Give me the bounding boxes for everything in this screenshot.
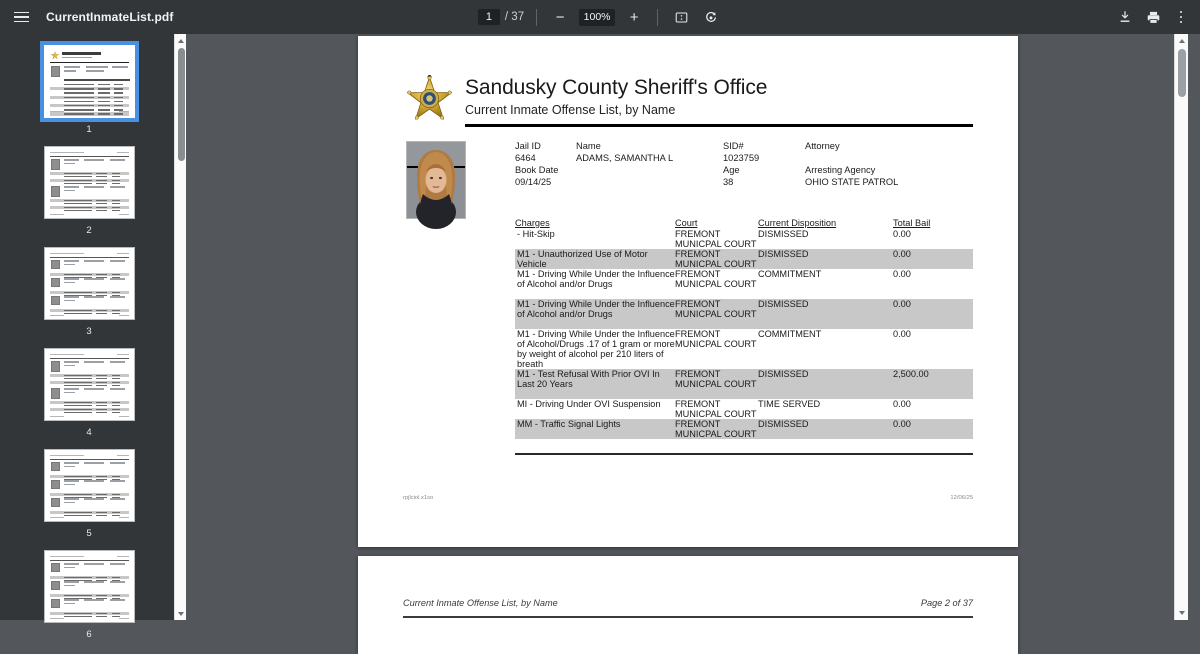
thumbnail-item[interactable]	[44, 348, 135, 446]
header-rule	[465, 124, 973, 127]
field-group-sid	[723, 140, 759, 188]
cell-court: FREMONT MUNICPAL COURT	[675, 399, 757, 419]
page-total-label: / 37	[504, 11, 525, 23]
thumbnail-page-number: 1	[86, 124, 92, 135]
thumbnail-list[interactable]	[0, 34, 178, 640]
page-number-input[interactable]	[478, 9, 500, 25]
name-label: Name	[576, 141, 601, 151]
page-2-header-pagenum: Page 2 of 37	[920, 598, 973, 608]
thumbnail-page-number: 5	[86, 528, 92, 539]
document-header	[403, 74, 973, 138]
inmate-photo	[406, 141, 466, 219]
thumbnail-preview	[50, 354, 129, 416]
office-subtitle: Current Inmate Offense List, by Name	[465, 103, 676, 117]
column-header-charges: Charges	[515, 218, 550, 228]
charges-table-header	[515, 218, 973, 229]
thumbnail-preview	[50, 152, 129, 214]
cell-bail: 0.00	[893, 249, 911, 259]
page-thumbnail-2[interactable]	[44, 146, 135, 219]
table-row	[515, 229, 973, 249]
cell-court: FREMONT MUNICPAL COURT	[675, 369, 757, 389]
age-value: 38	[723, 177, 734, 187]
cell-charge: M1 - Test Refusal With Prior OVI In Last 20 Years	[517, 369, 660, 389]
viewer-scrollbar[interactable]	[1174, 34, 1188, 620]
cell-charge: MI - Driving Under OVI Suspension	[517, 399, 661, 409]
footer-report-id: rpjlciol.x1so	[403, 495, 434, 501]
footer-date: 12/06/25	[950, 495, 973, 501]
zoom-in-button[interactable]: +	[629, 8, 639, 26]
field-group-attorney	[805, 140, 898, 188]
cell-charge: - Hit-Skip	[517, 229, 555, 239]
cell-disposition: DISMISSED	[758, 249, 809, 259]
cell-court: FREMONT MUNICPAL COURT	[675, 229, 757, 249]
viewer-scroll-thumb[interactable]	[1178, 49, 1186, 97]
thumbnail-preview	[50, 455, 129, 517]
rotate-icon[interactable]	[700, 6, 722, 28]
cell-charge: MM - Traffic Signal Lights	[517, 419, 621, 429]
thumbnail-preview	[50, 556, 129, 618]
cell-disposition: DISMISSED	[758, 299, 809, 309]
cell-court: FREMONT MUNICPAL COURT	[675, 299, 757, 319]
cell-charge: M1 - Unauthorized Use of Motor Vehicle	[517, 249, 648, 269]
thumbnail-item[interactable]	[44, 45, 135, 143]
cell-bail: 0.00	[893, 299, 911, 309]
page-navigation	[478, 9, 524, 25]
sid-label: SID#	[723, 141, 744, 151]
field-group-name	[576, 140, 673, 164]
jail-id-value: 6464	[515, 153, 536, 163]
page-2-header-rule	[403, 616, 973, 618]
attorney-value	[805, 152, 898, 164]
charges-table	[515, 218, 973, 439]
page-thumbnail-6[interactable]	[44, 550, 135, 623]
arresting-agency-label: Arresting Agency	[805, 165, 876, 175]
column-header-court: Court	[675, 218, 698, 228]
attorney-label: Attorney	[805, 141, 840, 151]
cell-disposition: DISMISSED	[758, 229, 809, 239]
print-icon[interactable]	[1142, 6, 1164, 28]
toolbar-center-group	[0, 6, 1200, 28]
page-thumbnail-3[interactable]	[44, 247, 135, 320]
cell-disposition: COMMITMENT	[758, 269, 822, 279]
pdf-page-1	[358, 36, 1018, 547]
sid-value: 1023759	[723, 153, 760, 163]
book-date-label: Book Date	[515, 165, 559, 175]
thumbnail-page-number: 2	[86, 225, 92, 236]
inmate-fields	[515, 140, 973, 198]
viewer-scroll-down-icon[interactable]	[1175, 607, 1189, 619]
pdf-viewer-toolbar	[0, 0, 1200, 34]
thumbnail-page-number: 3	[86, 326, 92, 337]
cell-charge: M1 - Driving While Under the Influence of Alcohol and/or Drugs	[517, 299, 675, 319]
cell-disposition: DISMISSED	[758, 419, 809, 429]
thumbnail-item[interactable]	[44, 550, 135, 648]
jail-id-label: Jail ID	[515, 141, 541, 151]
cell-disposition: DISMISSED	[758, 369, 809, 379]
office-name: Sandusky County Sheriff's Office	[465, 76, 768, 99]
cell-bail: 0.00	[893, 419, 911, 429]
cell-court: FREMONT MUNICPAL COURT	[675, 419, 757, 439]
table-row	[515, 269, 973, 299]
arresting-agency-value: OHIO STATE PATROL	[805, 177, 899, 187]
thumbnail-item[interactable]	[44, 146, 135, 244]
toolbar-left-group	[0, 6, 173, 28]
fit-page-icon[interactable]	[670, 6, 692, 28]
page-thumbnail-4[interactable]	[44, 348, 135, 421]
toolbar-divider	[536, 9, 537, 26]
cell-bail: 0.00	[893, 269, 911, 279]
toolbar-right-group	[1114, 6, 1192, 28]
book-date-value: 09/14/25	[515, 177, 552, 187]
cell-charge: M1 - Driving While Under the Influence of Alcohol/Drugs .17 of 1 gram or more by weight of alcohol per 210 liters of breath	[517, 329, 675, 369]
sidebar-scroll-up-icon[interactable]	[175, 35, 187, 46]
sidebar-toggle-hamburger-icon[interactable]	[10, 6, 32, 28]
download-icon[interactable]	[1114, 6, 1136, 28]
sidebar-scrollbar[interactable]	[174, 34, 186, 620]
cell-bail: 2,500.00	[893, 369, 929, 379]
table-row	[515, 399, 973, 419]
thumbnail-page-number: 6	[86, 629, 92, 640]
cell-disposition: TIME SERVED	[758, 399, 821, 409]
thumbnail-item[interactable]	[44, 449, 135, 547]
sheriff-star-badge-icon	[406, 76, 453, 126]
thumbnail-preview	[50, 51, 129, 113]
mugshot-illustration	[407, 142, 465, 218]
document-title: CurrentInmateList.pdf	[46, 10, 174, 24]
page-2-header-title: Current Inmate Offense List, by Name	[403, 598, 558, 608]
name-value: ADAMS, SAMANTHA L	[576, 153, 674, 163]
pdf-page-2	[358, 556, 1018, 654]
cell-bail: 0.00	[893, 229, 911, 239]
sidebar-scroll-thumb[interactable]	[178, 48, 185, 161]
page-thumbnail-5[interactable]	[44, 449, 135, 522]
cell-bail: 0.00	[893, 399, 911, 409]
table-row	[515, 299, 973, 329]
cell-charge: M1 - Driving While Under the Influence of Alcohol and/or Drugs	[517, 269, 675, 289]
table-row	[515, 419, 973, 439]
column-header-disposition: Current Disposition	[758, 218, 837, 228]
cell-bail: 0.00	[893, 329, 911, 339]
thumbnail-sidebar	[0, 34, 186, 640]
zoom-level-input[interactable]	[579, 9, 615, 26]
viewer-scroll-up-icon[interactable]	[1175, 35, 1189, 47]
cell-court: FREMONT MUNICPAL COURT	[675, 249, 757, 269]
zoom-out-button[interactable]: −	[555, 8, 565, 26]
table-row	[515, 329, 973, 369]
column-header-bail: Total Bail	[893, 218, 931, 228]
cell-court: FREMONT MUNICPAL COURT	[675, 329, 757, 349]
charges-rows	[515, 229, 973, 439]
pdf-page-viewer[interactable]	[186, 34, 1188, 620]
page-thumbnail-1[interactable]	[44, 45, 135, 118]
table-row	[515, 249, 973, 269]
toolbar-divider	[657, 9, 658, 26]
age-label: Age	[723, 165, 740, 175]
table-row	[515, 369, 973, 399]
thumbnail-preview	[50, 253, 129, 315]
kebab-menu-icon[interactable]	[1170, 6, 1192, 28]
thumbnail-page-number: 4	[86, 427, 92, 438]
cell-disposition: COMMITMENT	[758, 329, 822, 339]
page-2-header	[403, 598, 973, 620]
thumbnail-item[interactable]	[44, 247, 135, 345]
table-bottom-rule	[515, 453, 973, 455]
sidebar-scroll-down-icon[interactable]	[175, 608, 187, 619]
field-group-jail	[515, 140, 558, 188]
page-1-content	[403, 36, 973, 547]
cell-court: FREMONT MUNICPAL COURT	[675, 269, 757, 289]
